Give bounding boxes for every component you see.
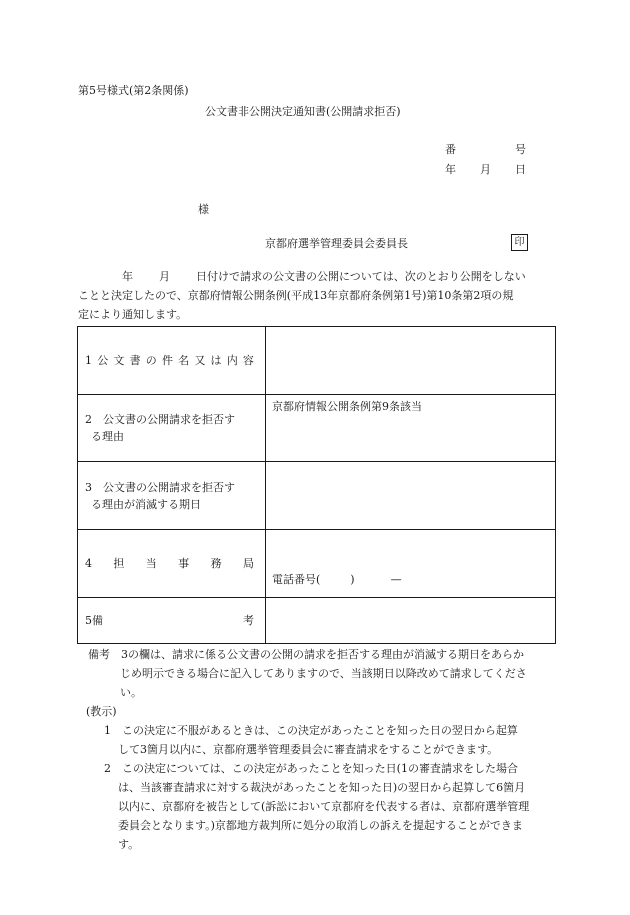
label-char: の xyxy=(145,354,157,367)
label-char: 容 xyxy=(242,354,254,367)
seal-mark: 印 xyxy=(511,234,528,251)
remarks-label-text xyxy=(85,612,260,629)
number-suffix: 号 xyxy=(515,143,526,156)
date-month: 月 xyxy=(480,163,491,176)
instruction-heading: (教示) xyxy=(86,705,117,718)
date-day: 日 xyxy=(515,163,526,176)
table-row-remarks xyxy=(78,598,556,644)
reason-label-line2: る理由 xyxy=(91,430,124,443)
remark-line: じめ明示できる場合に記入してありますので、当該期日以降改めて請求してくださ xyxy=(120,667,527,680)
table-row-subject xyxy=(78,327,556,395)
form-number-label: 第5号様式(第2条関係) xyxy=(78,84,189,97)
recipient-honorific: 様 xyxy=(198,203,209,216)
instruction-item-2: 2 この決定については、この決定があったことを知った日(1の審査請求をした場合 xyxy=(104,762,518,775)
label-char: 備 xyxy=(92,614,103,627)
notice-line-1 xyxy=(78,267,553,286)
subject-value xyxy=(266,327,556,395)
phone-label: 電話番号( xyxy=(272,573,321,586)
issuer-name: 京都府選挙管理委員会委員長 xyxy=(265,237,408,250)
subject-label-text xyxy=(85,352,260,369)
date-year: 年 xyxy=(445,163,456,176)
remark-line: 備考 3の欄は、請求に係る公文書の公開の請求を拒否する理由が消滅する期日をあらか xyxy=(88,648,524,661)
instruction-item-2-cont: は、当該審査請求に対する裁決があったことを知った日)の翌日から起算して6箇月 xyxy=(118,781,526,794)
subject-label xyxy=(78,327,266,395)
label-char: 当 xyxy=(145,557,157,570)
expiry-value xyxy=(266,462,556,530)
number-label: 番 xyxy=(445,143,456,156)
label-char: 文 xyxy=(113,354,125,367)
office-label-text xyxy=(85,555,260,572)
reason-value: 京都府情報公開条例第9条該当 xyxy=(266,395,556,462)
label-char: 務 xyxy=(210,557,222,570)
label-char: 担 xyxy=(113,557,125,570)
remarks-label xyxy=(78,598,266,644)
table-row-office xyxy=(78,530,556,598)
label-char: 事 xyxy=(178,557,190,570)
phone-number xyxy=(272,571,555,587)
row-number: 4 xyxy=(85,557,92,570)
reason-label xyxy=(78,395,266,462)
office-label xyxy=(78,530,266,598)
remark-line: い。 xyxy=(120,686,142,699)
table-row-reason xyxy=(78,395,556,462)
intro-line1-text: 日付けで請求の公文書の公開については、次のとおり公開をしない xyxy=(196,270,526,283)
instruction-item-2-cont: 委員会となります。)京都地方裁判所に処分の取消しの訴えを提起することができま xyxy=(118,819,523,832)
label-char: 件 xyxy=(161,354,173,367)
label-char: 書 xyxy=(129,354,141,367)
instruction-item-2-cont: す。 xyxy=(118,838,140,851)
instruction-item-2-cont: 以内に、京都府を被告として(訴訟において京都府を代表する者は、京都府選挙管理 xyxy=(118,800,530,813)
phone-paren: ) xyxy=(350,573,355,586)
remarks-value xyxy=(266,598,556,644)
label-char: 考 xyxy=(243,614,254,627)
notes-section xyxy=(88,645,558,854)
row-number: 1 xyxy=(85,354,92,367)
label-char: 局 xyxy=(242,557,254,570)
notice-line-3: 定により通知します。 xyxy=(78,308,188,321)
phone-dash: — xyxy=(390,573,402,586)
label-char: 内 xyxy=(226,354,238,367)
label-char: は xyxy=(210,354,222,367)
office-value xyxy=(266,530,556,598)
reason-label-line1: 2 公文書の公開請求を拒否す xyxy=(85,413,235,426)
notice-line-2: ことと決定したので、京都府情報公開条例(平成13年京都府条例第1号)第10条第2項の規 xyxy=(78,289,514,302)
label-char: 又 xyxy=(194,354,206,367)
expiry-label-line1: 3 公文書の公開請求を拒否す xyxy=(85,480,235,494)
table-row-expiry xyxy=(78,462,556,530)
details-table xyxy=(77,326,556,644)
intro-year: 年 xyxy=(122,270,133,283)
instruction-item-1: 1 この決定に不服があるときは、この決定があったことを知った日の翌日から起算 xyxy=(104,724,518,737)
notice-body xyxy=(78,267,553,324)
row-number: 5 xyxy=(85,614,92,627)
expiry-label xyxy=(78,462,266,530)
document-title: 公文書非公開決定通知書(公開請求拒否) xyxy=(205,105,401,118)
label-char: 公 xyxy=(97,354,109,367)
expiry-label-line2: る理由が消滅する期日 xyxy=(91,497,201,511)
instruction-item-1-cont: して3箇月以内に、京都府選挙管理委員会に審査請求をすることができます。 xyxy=(118,743,499,756)
intro-month: 月 xyxy=(159,270,170,283)
label-char: 名 xyxy=(178,354,190,367)
